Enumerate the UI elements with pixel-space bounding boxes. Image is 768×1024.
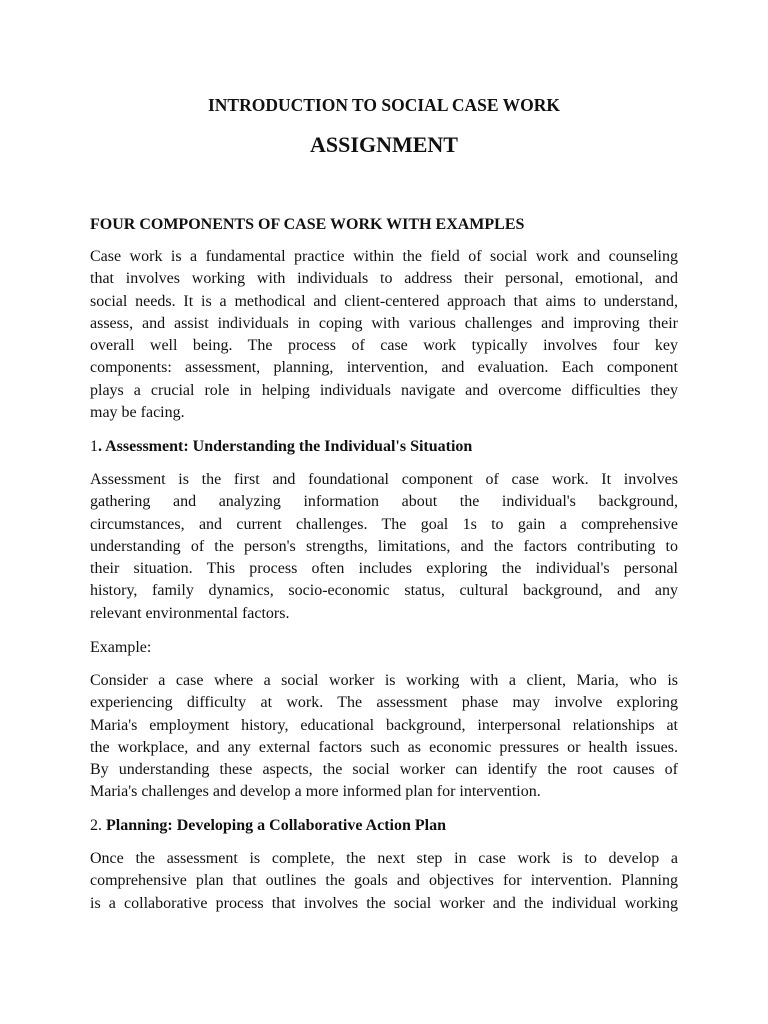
intro-line: plays a crucial role in helping individuals navigate and overcome difficulties they: [90, 381, 678, 399]
course-title: INTRODUCTION TO SOCIAL CASE WORK: [207, 95, 561, 115]
example-line: Maria's challenges and develop a more informed plan for intervention.: [90, 783, 541, 801]
heading-assessment: [90, 436, 678, 458]
heading-assessment-text: . Assessment: Understanding the Individual's Situation: [98, 438, 473, 455]
intro-line: assess, and assist individuals in coping with various challenges and improving their: [90, 314, 678, 332]
planning-line: comprehensive plan that outlines the goals and objectives for intervention. Planning: [90, 872, 678, 890]
assessment-line: gathering and analyzing information about the individual's background,: [90, 493, 678, 511]
assignment-label: ASSIGNMENT: [310, 132, 458, 157]
planning-line: Once the assessment is complete, the next step in case work is to develop a: [90, 850, 678, 867]
intro-paragraph: [90, 246, 678, 424]
example-line: Consider a case where a social worker is working with a client, Maria, who is: [90, 672, 678, 689]
planning-line: is a collaborative process that involves the social worker and the individual working: [90, 894, 678, 912]
planning-paragraph: [90, 848, 678, 915]
example-label: Example:: [90, 639, 152, 656]
example-line: By understanding these aspects, the social worker can identify the root causes of: [90, 761, 678, 779]
intro-line: components: assessment, planning, intervention, and evaluation. Each component: [90, 359, 678, 377]
example-paragraph: [90, 670, 678, 804]
heading-planning-text: Planning: Developing a Collaborative Action Plan: [106, 817, 447, 834]
intro-line: that involves working with individuals to address their personal, emotional, and: [90, 270, 678, 288]
assessment-paragraph: [90, 469, 678, 625]
assessment-line: history, family dynamics, socio-economic status, cultural background, and any: [90, 582, 678, 600]
assessment-line: Assessment is the first and foundational component of case work. It involves: [90, 471, 678, 488]
assessment-line: understanding of the person's strengths, limitations, and the factors contributing to: [90, 537, 678, 555]
example-line: the workplace, and any external factors such as economic pressures or health issues.: [90, 738, 678, 756]
intro-line: overall well being. The process of case work typically involves four key: [90, 337, 678, 355]
heading-planning: [90, 815, 678, 837]
example-line: experiencing difficulty at work. The assessment phase may involve exploring: [90, 694, 678, 712]
example-line: Maria's employment history, educational background, interpersonal relationships at: [90, 716, 678, 734]
section-heading: FOUR COMPONENTS OF CASE WORK WITH EXAMPLES: [90, 216, 525, 233]
intro-line: may be facing.: [90, 404, 185, 422]
heading-assessment-number: 1: [90, 438, 98, 455]
heading-planning-number: 2.: [90, 817, 102, 834]
assessment-line: their situation. This process often includes exploring the individual's personal: [90, 560, 678, 578]
assessment-line: relevant environmental factors.: [90, 604, 290, 622]
assessment-line: circumstances, and current challenges. The goal 1s to gain a comprehensive: [90, 515, 678, 533]
intro-line: social needs. It is a methodical and client-centered approach that aims to understand,: [90, 292, 678, 310]
intro-line: Case work is a fundamental practice within the field of social work and counseling: [90, 248, 678, 265]
